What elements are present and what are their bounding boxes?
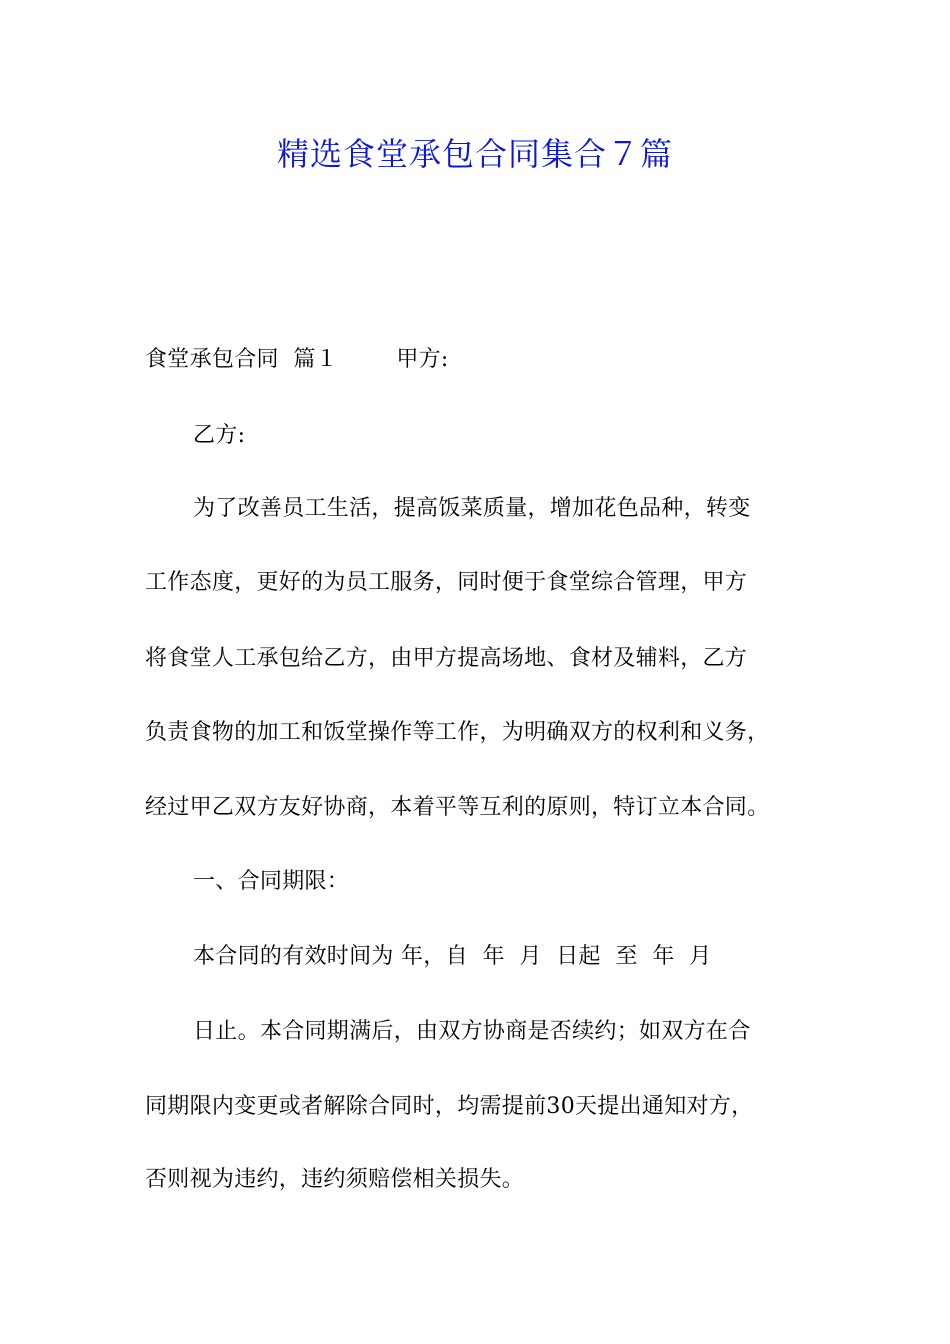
document-title: 精选食堂承包合同集合７篇 — [276, 135, 673, 173]
paragraph-line: 否则视为违约，违约须赔偿相关损失。 — [145, 1167, 525, 1192]
paragraph-line: 日止。本合同期满后，由双方协商是否续约；如双方在合 — [193, 1019, 751, 1044]
paragraph-line: 经过甲乙双方友好协商，本着平等互利的原则，特订立本合同。 — [145, 795, 770, 820]
paragraph-line: 工作态度，更好的为员工服务，同时便于食堂综合管理，甲方 — [145, 570, 748, 595]
paragraph-line: 将食堂人工承包给乙方，由甲方提高场地、食材及辅料，乙方 — [145, 646, 748, 671]
party-b-line: 乙方: — [193, 423, 246, 448]
paragraph-line: 负责食物的加工和饭堂操作等工作，为明确双方的权利和义务， — [145, 720, 770, 745]
section-heading: 一、合同期限： — [193, 869, 350, 894]
paragraph-line: 同期限内变更或者解除合同时，均需提前30天提出通知对方， — [145, 1094, 754, 1119]
paragraph-line: 本合同的有效时间为 年，自 年 月 日起 至 年 月 — [193, 944, 712, 969]
paragraph-line: 为了改善员工生活，提高饭菜质量，增加花色品种，转变 — [193, 496, 751, 521]
contract-heading-line: 食堂承包合同 篇１ 甲方: — [145, 347, 449, 372]
